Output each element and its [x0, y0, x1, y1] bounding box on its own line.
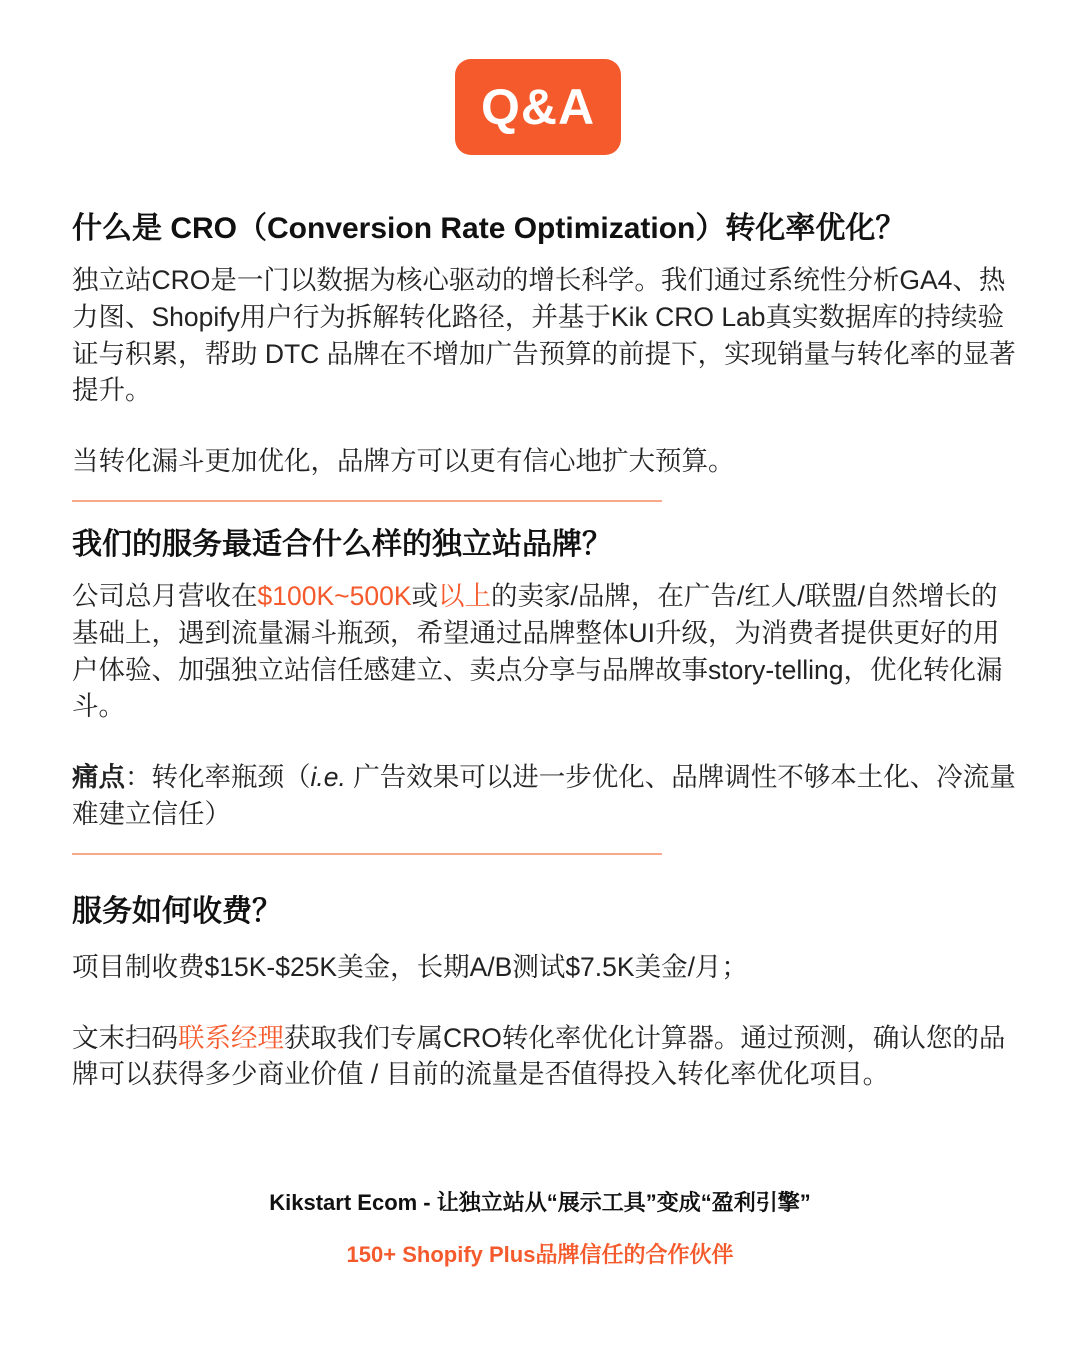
contact-manager-link[interactable]: 联系经理 [178, 1022, 284, 1053]
pain-points-label: 痛点 [72, 762, 125, 793]
above-highlight: 以上 [438, 580, 491, 611]
question-target-brands: 我们的服务最适合什么样的独立站品牌？ [72, 527, 612, 561]
section-divider [72, 853, 662, 855]
answer-what-is-cro: 独立站CRO是一门以数据为核心驱动的增长科学。我们通过系统性分析GA4、热力图、Shopify用户行为拆解转化路径，并基于Kik CRO Lab真实数据库的持续验证与积累，帮助 DTC 品牌在不增加广告预算的前提下，实现销量与转化率的显著提升。 [72, 265, 1016, 406]
answer-budget-note: 当转化漏斗更加优化，品牌方可以更有信心地扩大预算。 [72, 446, 735, 477]
section-divider [72, 500, 662, 502]
footer-slogan: Kikstart Ecom - 让独立站从“展示工具”变成“盈利引擎” [269, 1190, 811, 1215]
question-pricing: 服务如何收费？ [72, 894, 282, 928]
qa-badge: Q&A [455, 59, 621, 155]
question-what-is-cro: 什么是 CRO（Conversion Rate Optimization）转化率优化？ [72, 212, 906, 245]
pain-points: 痛点：转化率瓶颈（i.e. 广告效果可以进一步优化、品牌调性不够本土化、冷流量难建立信任） [72, 762, 1016, 829]
answer-contact: 文末扫码联系经理获取我们专属CRO转化率优化计算器。通过预测，确认您的品牌可以获得多少商业价值 / 目前的流量是否值得投入转化率优化项目。 [72, 1022, 1006, 1090]
footer-trust-line: 150+ Shopify Plus品牌信任的合作伙伴 [346, 1242, 734, 1267]
revenue-range-highlight: $100K~500K [257, 580, 412, 611]
qa-content [72, 206, 1017, 1093]
answer-target-brands: 公司总月营收在$100K~500K或以上的卖家/品牌，在广告/红人/联盟/自然增长的基础上，遇到流量漏斗瓶颈，希望通过品牌整体UI升级，为消费者提供更好的用户体验、加强独立站信任感建立、卖点分享与品牌故事story-telling，优化转化漏斗。 [72, 580, 1003, 722]
answer-pricing: 项目制收费$15K-$25K美金，长期A/B测试$7.5K美金/月； [72, 951, 748, 982]
